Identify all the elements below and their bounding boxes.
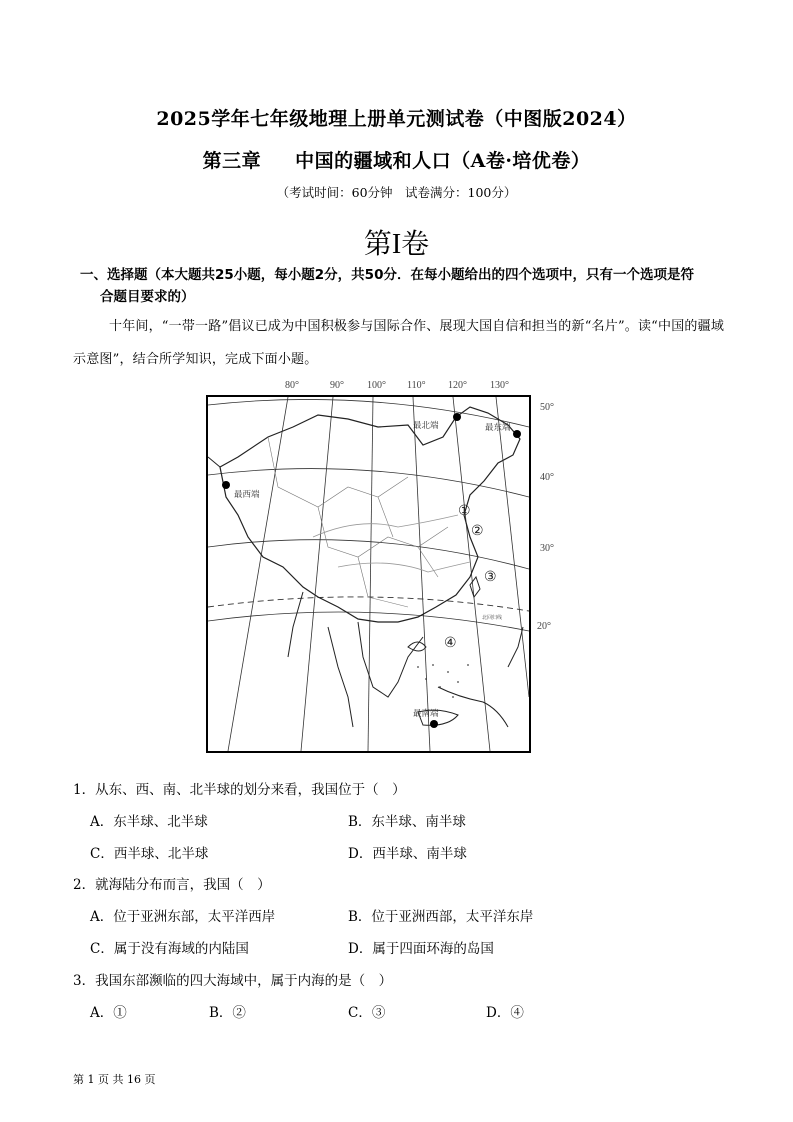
east-point-label: 最东端 [485,423,511,433]
sea-marker-4: ④ [444,635,457,651]
south-point-marker [430,720,438,728]
page-footer: 第 1 页 共 16 页 [73,1073,156,1086]
section-heading [80,264,730,308]
parallel-lines [208,399,529,631]
question-1-stem: 1．从东、西、南、北半球的划分来看，我国位于（ ） [73,782,406,798]
longitude-label-80: 80° [285,380,299,391]
south-sea-islands [417,664,469,698]
sea-marker-3: ③ [484,569,497,585]
question-1-option-b[interactable]: B．东半球、南半球 [348,814,466,830]
west-point-label: 最西端 [234,490,260,500]
question-3-option-b[interactable]: B．② [209,1005,246,1021]
question-2-option-c[interactable]: C．属于没有海域的内陆国 [90,941,249,957]
section-heading-line2: 合题目要求的） [100,289,195,305]
south-point-label: 最南端 [413,709,439,719]
exam-info: （考试时间：60分钟 试卷满分：100分） [276,185,517,200]
longitude-label-130: 130° [490,380,509,391]
question-2-option-b[interactable]: B．位于亚洲西部，太平洋东岸 [348,909,534,925]
chapter-number: 第三章 [202,150,262,172]
chapter-name: 中国的疆域和人口（A卷·培优卷） [295,150,591,172]
longitude-label-110: 110° [407,380,426,391]
china-territory-map [206,395,531,753]
north-point-marker [453,413,461,421]
longitude-label-90: 90° [330,380,344,391]
latitude-label-30: 30° [540,543,554,554]
sea-marker-2: ② [471,523,484,539]
question-3-option-d[interactable]: D．④ [486,1005,524,1021]
province-borders [268,437,448,607]
east-point-marker [513,430,521,438]
question-3-option-c[interactable]: C．③ [348,1005,386,1021]
question-2-stem: 2．就海陆分布而言，我国（ ） [73,877,271,893]
tropic-line [208,597,529,611]
longitude-label-120: 120° [448,380,467,391]
map-drawing [208,397,529,751]
question-2-option-d[interactable]: D．属于四面环海的岛国 [348,941,494,957]
question-1-option-d[interactable]: D．西半球、南半球 [348,846,467,862]
west-point-marker [222,481,230,489]
question-2-option-a[interactable]: A．位于亚洲东部，太平洋西岸 [90,909,276,925]
question-3-option-a[interactable]: A．① [90,1005,127,1021]
section-heading-line1: 一、选择题（本大题共25小题，每小题2分，共50分．在每小题给出的四个选项中，只有一个选项是符 [80,267,694,283]
tropic-label: 北回归线 [482,615,503,621]
latitude-label-20: 20° [537,621,551,632]
question-3-stem: 3．我国东部濒临的四大海域中，属于内海的是（ ） [73,973,393,989]
chapter-subtitle [0,146,793,173]
sea-marker-1: ① [458,503,471,519]
latitude-label-40: 40° [540,472,554,483]
volume-title: 第I卷 [363,229,430,260]
question-1-option-a[interactable]: A．东半球、北半球 [90,814,208,830]
latitude-label-50: 50° [540,402,554,413]
longitude-label-100: 100° [367,380,386,391]
question-1-option-c[interactable]: C．西半球、北半球 [90,846,209,862]
north-point-label: 最北端 [413,421,439,431]
paper-title: 2025学年七年级地理上册单元测试卷（中图版2024） [156,108,637,130]
intro-paragraph: 十年间，“一带一路”倡议已成为中国积极参与国际合作、展现大国自信和担当的新“名片”。读“中国的疆域示意图”，结合所学知识，完成下面小题。 [73,319,725,367]
